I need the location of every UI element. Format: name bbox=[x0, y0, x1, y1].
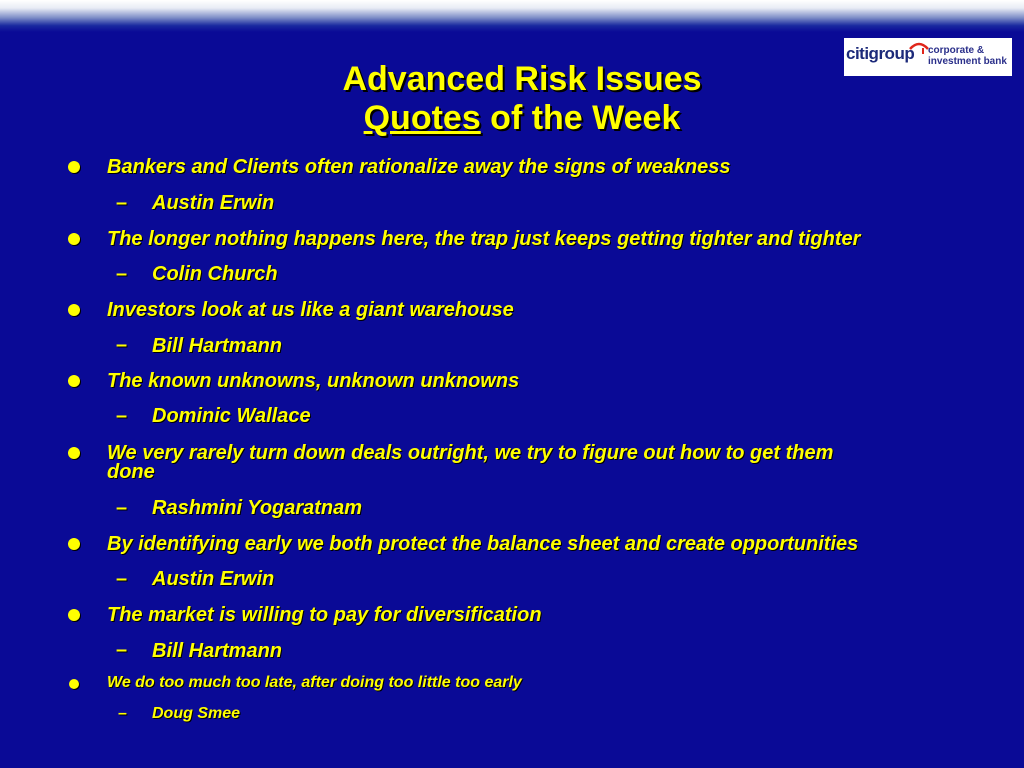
bullet-dot-icon bbox=[68, 304, 80, 316]
title-quotes-word: Quotes bbox=[363, 99, 481, 137]
bullet-dot-icon bbox=[68, 609, 80, 621]
quote-text: By identifying early we both protect the balance sheet and create opportunities bbox=[107, 533, 859, 555]
quote-author: Rashmini Yogaratnam bbox=[152, 497, 363, 519]
quote-author: Austin Erwin bbox=[152, 192, 275, 214]
quote-author: Doug Smee bbox=[152, 705, 241, 722]
dash-icon: – bbox=[116, 334, 128, 356]
quote-author: Dominic Wallace bbox=[152, 405, 311, 427]
dash-icon: – bbox=[116, 568, 128, 590]
quote-author: Bill Hartmann bbox=[152, 335, 283, 357]
quote-text: Bankers and Clients often rationalize away the signs of weakness bbox=[107, 156, 731, 178]
quote-text: We do too much too late, after doing too little too early bbox=[107, 674, 522, 691]
quote-text: The longer nothing happens here, the trap just keeps getting tighter and tighter bbox=[107, 228, 861, 250]
dash-icon: – bbox=[116, 405, 128, 427]
quote-author: Bill Hartmann bbox=[152, 640, 283, 662]
quote-author: Colin Church bbox=[152, 263, 278, 285]
quote-text: The market is willing to pay for diversification bbox=[107, 604, 542, 626]
quote-text-line2: done bbox=[107, 461, 155, 483]
quote-author: Austin Erwin bbox=[152, 568, 275, 590]
logo-tagline-line1: corporate & bbox=[928, 45, 985, 56]
title-line1: Advanced Risk Issues bbox=[342, 60, 702, 98]
bullet-dot-icon bbox=[69, 679, 79, 689]
logo-wordmark: citigroup bbox=[846, 44, 915, 63]
logo-tagline-line2: investment bank bbox=[928, 56, 1007, 67]
quote-text: Investors look at us like a giant warehouse bbox=[107, 299, 514, 321]
bullet-dot-icon bbox=[68, 375, 80, 387]
quote-text: The known unknowns, unknown unknowns bbox=[107, 370, 520, 392]
bullet-dot-icon bbox=[68, 447, 80, 459]
quote-text-line1: We very rarely turn down deals outright, we try to figure out how to get them bbox=[107, 442, 834, 464]
title-line2-rest: of the Week bbox=[480, 99, 681, 137]
dash-icon: – bbox=[116, 639, 128, 661]
dash-icon: – bbox=[116, 192, 128, 214]
bullet-dot-icon bbox=[68, 161, 80, 173]
dash-icon: – bbox=[116, 497, 128, 519]
bullet-dot-icon bbox=[68, 233, 80, 245]
dash-icon: – bbox=[118, 705, 127, 722]
bullet-dot-icon bbox=[68, 538, 80, 550]
dash-icon: – bbox=[116, 263, 128, 285]
